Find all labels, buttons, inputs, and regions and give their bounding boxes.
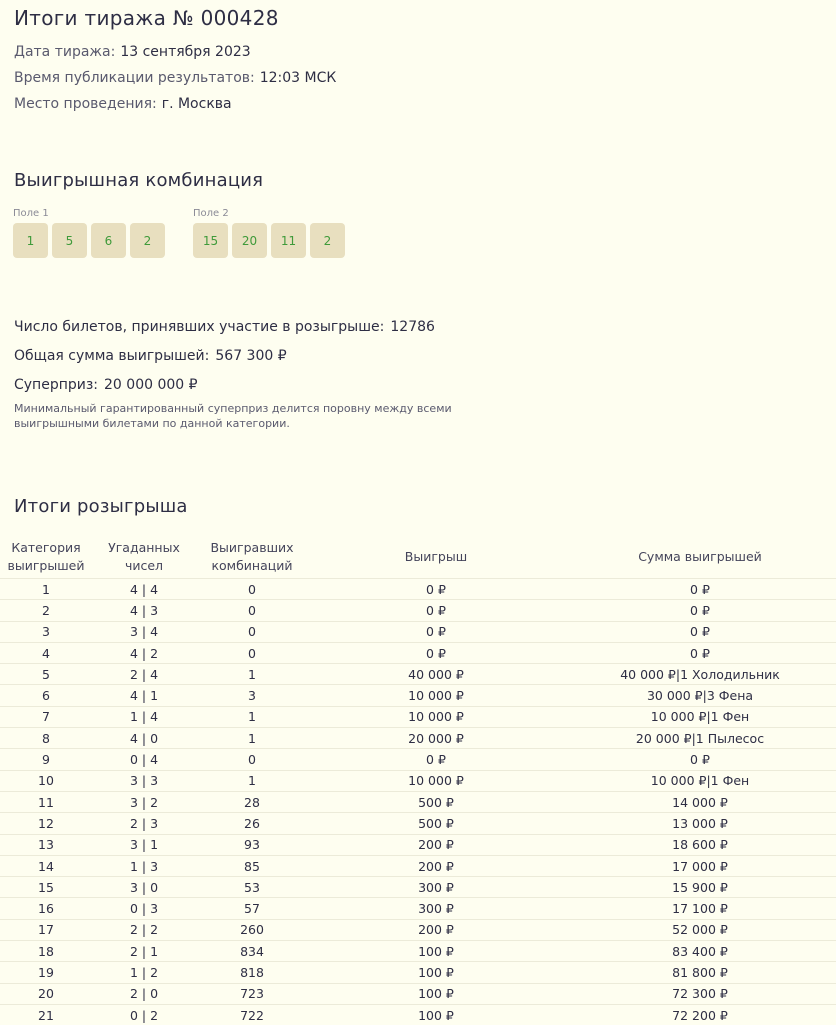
cell-matched: 0 | 2 bbox=[92, 1004, 196, 1025]
cell-matched: 1 | 2 bbox=[92, 962, 196, 983]
cell-prize: 500 ₽ bbox=[308, 813, 564, 834]
cell-matched: 2 | 4 bbox=[92, 664, 196, 685]
cell-category: 9 bbox=[0, 749, 92, 770]
table-row bbox=[0, 962, 836, 983]
cell-total: 52 000 ₽ bbox=[564, 919, 836, 940]
table-row bbox=[0, 664, 836, 685]
cell-prize: 300 ₽ bbox=[308, 898, 564, 919]
cell-prize: 10 000 ₽ bbox=[308, 706, 564, 727]
field-2-label: Поле 2 bbox=[193, 208, 345, 222]
number-ball: 6 bbox=[91, 223, 126, 258]
cell-matched: 3 | 1 bbox=[92, 834, 196, 855]
cell-category: 6 bbox=[0, 685, 92, 706]
cell-winners: 53 bbox=[196, 877, 308, 898]
cell-winners: 0 bbox=[196, 600, 308, 621]
cell-total: 0 ₽ bbox=[564, 621, 836, 642]
cell-prize: 200 ₽ bbox=[308, 855, 564, 876]
tickets-count bbox=[14, 319, 435, 335]
cell-matched: 2 | 2 bbox=[92, 919, 196, 940]
cell-matched: 4 | 4 bbox=[92, 579, 196, 600]
cell-matched: 3 | 3 bbox=[92, 770, 196, 791]
column-header-matched: Угаданных чисел bbox=[92, 536, 196, 579]
cell-winners: 260 bbox=[196, 919, 308, 940]
draw-place bbox=[14, 96, 232, 112]
cell-prize: 0 ₽ bbox=[308, 642, 564, 663]
cell-total: 13 000 ₽ bbox=[564, 813, 836, 834]
cell-category: 16 bbox=[0, 898, 92, 919]
table-row bbox=[0, 941, 836, 962]
cell-total: 0 ₽ bbox=[564, 749, 836, 770]
cell-matched: 2 | 0 bbox=[92, 983, 196, 1004]
results-table-body bbox=[0, 579, 836, 1025]
results-title: Итоги розыгрыша bbox=[14, 496, 188, 517]
cell-category: 2 bbox=[0, 600, 92, 621]
cell-total: 81 800 ₽ bbox=[564, 962, 836, 983]
publish-time-value: 12:03 МСК bbox=[260, 70, 337, 86]
draw-place-value: г. Москва bbox=[162, 96, 232, 112]
cell-winners: 723 bbox=[196, 983, 308, 1004]
cell-category: 18 bbox=[0, 941, 92, 962]
cell-total: 0 ₽ bbox=[564, 642, 836, 663]
cell-winners: 93 bbox=[196, 834, 308, 855]
cell-category: 12 bbox=[0, 813, 92, 834]
cell-matched: 2 | 3 bbox=[92, 813, 196, 834]
cell-winners: 1 bbox=[196, 770, 308, 791]
tickets-count-label: Число билетов, принявших участие в розыгрыше: bbox=[14, 319, 384, 335]
cell-category: 8 bbox=[0, 728, 92, 749]
number-ball: 1 bbox=[13, 223, 48, 258]
cell-prize: 100 ₽ bbox=[308, 1004, 564, 1025]
cell-total: 10 000 ₽|1 Фен bbox=[564, 770, 836, 791]
page-title: Итоги тиража № 000428 bbox=[14, 6, 279, 30]
cell-prize: 200 ₽ bbox=[308, 834, 564, 855]
superprize-value: 20 000 000 ₽ bbox=[104, 377, 198, 393]
cell-category: 21 bbox=[0, 1004, 92, 1025]
cell-prize: 0 ₽ bbox=[308, 600, 564, 621]
table-header-row bbox=[0, 536, 836, 579]
table-row bbox=[0, 791, 836, 812]
cell-category: 7 bbox=[0, 706, 92, 727]
cell-category: 10 bbox=[0, 770, 92, 791]
results-table bbox=[0, 536, 836, 1025]
cell-total: 0 ₽ bbox=[564, 600, 836, 621]
draw-date-label: Дата тиража: bbox=[14, 44, 115, 60]
cell-matched: 3 | 4 bbox=[92, 621, 196, 642]
superprize-label: Суперприз: bbox=[14, 377, 98, 393]
cell-total: 72 300 ₽ bbox=[564, 983, 836, 1004]
cell-prize: 0 ₽ bbox=[308, 579, 564, 600]
field-1-label: Поле 1 bbox=[13, 208, 165, 222]
table-row bbox=[0, 621, 836, 642]
cell-prize: 0 ₽ bbox=[308, 621, 564, 642]
cell-total: 72 200 ₽ bbox=[564, 1004, 836, 1025]
cell-category: 1 bbox=[0, 579, 92, 600]
number-ball: 11 bbox=[271, 223, 306, 258]
cell-prize: 300 ₽ bbox=[308, 877, 564, 898]
cell-category: 5 bbox=[0, 664, 92, 685]
table-row bbox=[0, 770, 836, 791]
table-row bbox=[0, 706, 836, 727]
cell-matched: 4 | 2 bbox=[92, 642, 196, 663]
cell-matched: 4 | 1 bbox=[92, 685, 196, 706]
total-winnings bbox=[14, 348, 287, 364]
table-row bbox=[0, 728, 836, 749]
cell-prize: 0 ₽ bbox=[308, 749, 564, 770]
publish-time-label: Время публикации результатов: bbox=[14, 70, 255, 86]
cell-winners: 85 bbox=[196, 855, 308, 876]
cell-winners: 1 bbox=[196, 728, 308, 749]
cell-total: 83 400 ₽ bbox=[564, 941, 836, 962]
cell-total: 14 000 ₽ bbox=[564, 791, 836, 812]
draw-date bbox=[14, 44, 251, 60]
cell-category: 4 bbox=[0, 642, 92, 663]
column-header-prize: Выигрыш bbox=[308, 536, 564, 579]
column-header-winners: Выигравших комбинаций bbox=[196, 536, 308, 579]
cell-category: 20 bbox=[0, 983, 92, 1004]
cell-matched: 3 | 2 bbox=[92, 791, 196, 812]
cell-winners: 0 bbox=[196, 621, 308, 642]
cell-prize: 100 ₽ bbox=[308, 962, 564, 983]
cell-matched: 4 | 3 bbox=[92, 600, 196, 621]
table-row bbox=[0, 685, 836, 706]
table-row bbox=[0, 919, 836, 940]
number-ball: 20 bbox=[232, 223, 267, 258]
cell-matched: 3 | 0 bbox=[92, 877, 196, 898]
cell-total: 20 000 ₽|1 Пылесос bbox=[564, 728, 836, 749]
table-row bbox=[0, 877, 836, 898]
cell-matched: 1 | 4 bbox=[92, 706, 196, 727]
cell-total: 0 ₽ bbox=[564, 579, 836, 600]
cell-total: 15 900 ₽ bbox=[564, 877, 836, 898]
publish-time bbox=[14, 70, 336, 86]
number-ball: 5 bbox=[52, 223, 87, 258]
draw-date-value: 13 сентября 2023 bbox=[120, 44, 250, 60]
cell-total: 30 000 ₽|3 Фена bbox=[564, 685, 836, 706]
cell-category: 3 bbox=[0, 621, 92, 642]
cell-winners: 26 bbox=[196, 813, 308, 834]
cell-category: 17 bbox=[0, 919, 92, 940]
draw-place-label: Место проведения: bbox=[14, 96, 157, 112]
cell-category: 19 bbox=[0, 962, 92, 983]
cell-winners: 818 bbox=[196, 962, 308, 983]
number-ball: 2 bbox=[310, 223, 345, 258]
cell-total: 40 000 ₽|1 Холодильник bbox=[564, 664, 836, 685]
cell-winners: 834 bbox=[196, 941, 308, 962]
cell-prize: 40 000 ₽ bbox=[308, 664, 564, 685]
cell-winners: 1 bbox=[196, 706, 308, 727]
cell-total: 10 000 ₽|1 Фен bbox=[564, 706, 836, 727]
cell-winners: 722 bbox=[196, 1004, 308, 1025]
cell-category: 11 bbox=[0, 791, 92, 812]
total-winnings-value: 567 300 ₽ bbox=[215, 348, 286, 364]
superprize-note: Минимальный гарантированный суперприз делится поровну между всеми выигрышными билетами по данной категории. bbox=[14, 401, 484, 431]
cell-winners: 3 bbox=[196, 685, 308, 706]
field-2 bbox=[193, 208, 345, 258]
cell-winners: 1 bbox=[196, 664, 308, 685]
cell-total: 17 000 ₽ bbox=[564, 855, 836, 876]
table-row bbox=[0, 579, 836, 600]
cell-prize: 10 000 ₽ bbox=[308, 770, 564, 791]
table-row bbox=[0, 898, 836, 919]
cell-category: 13 bbox=[0, 834, 92, 855]
number-ball: 15 bbox=[193, 223, 228, 258]
cell-matched: 0 | 3 bbox=[92, 898, 196, 919]
cell-winners: 28 bbox=[196, 791, 308, 812]
cell-category: 15 bbox=[0, 877, 92, 898]
cell-matched: 0 | 4 bbox=[92, 749, 196, 770]
cell-matched: 4 | 0 bbox=[92, 728, 196, 749]
cell-category: 14 bbox=[0, 855, 92, 876]
cell-matched: 1 | 3 bbox=[92, 855, 196, 876]
tickets-count-value: 12786 bbox=[390, 319, 435, 335]
cell-winners: 0 bbox=[196, 579, 308, 600]
cell-matched: 2 | 1 bbox=[92, 941, 196, 962]
table-row bbox=[0, 642, 836, 663]
column-header-total: Сумма выигрышей bbox=[564, 536, 836, 579]
table-row bbox=[0, 983, 836, 1004]
cell-prize: 100 ₽ bbox=[308, 983, 564, 1004]
cell-prize: 100 ₽ bbox=[308, 941, 564, 962]
total-winnings-label: Общая сумма выигрышей: bbox=[14, 348, 209, 364]
table-row bbox=[0, 813, 836, 834]
superprize bbox=[14, 377, 198, 393]
cell-prize: 500 ₽ bbox=[308, 791, 564, 812]
cell-prize: 20 000 ₽ bbox=[308, 728, 564, 749]
combination-title: Выигрышная комбинация bbox=[14, 170, 263, 191]
cell-total: 17 100 ₽ bbox=[564, 898, 836, 919]
table-row bbox=[0, 1004, 836, 1025]
number-ball: 2 bbox=[130, 223, 165, 258]
cell-prize: 200 ₽ bbox=[308, 919, 564, 940]
field-1 bbox=[13, 208, 165, 258]
cell-total: 18 600 ₽ bbox=[564, 834, 836, 855]
table-row bbox=[0, 600, 836, 621]
cell-prize: 10 000 ₽ bbox=[308, 685, 564, 706]
table-row bbox=[0, 749, 836, 770]
cell-winners: 0 bbox=[196, 642, 308, 663]
table-row bbox=[0, 855, 836, 876]
cell-winners: 0 bbox=[196, 749, 308, 770]
table-row bbox=[0, 834, 836, 855]
cell-winners: 57 bbox=[196, 898, 308, 919]
column-header-category: Категория выигрышей bbox=[0, 536, 92, 579]
